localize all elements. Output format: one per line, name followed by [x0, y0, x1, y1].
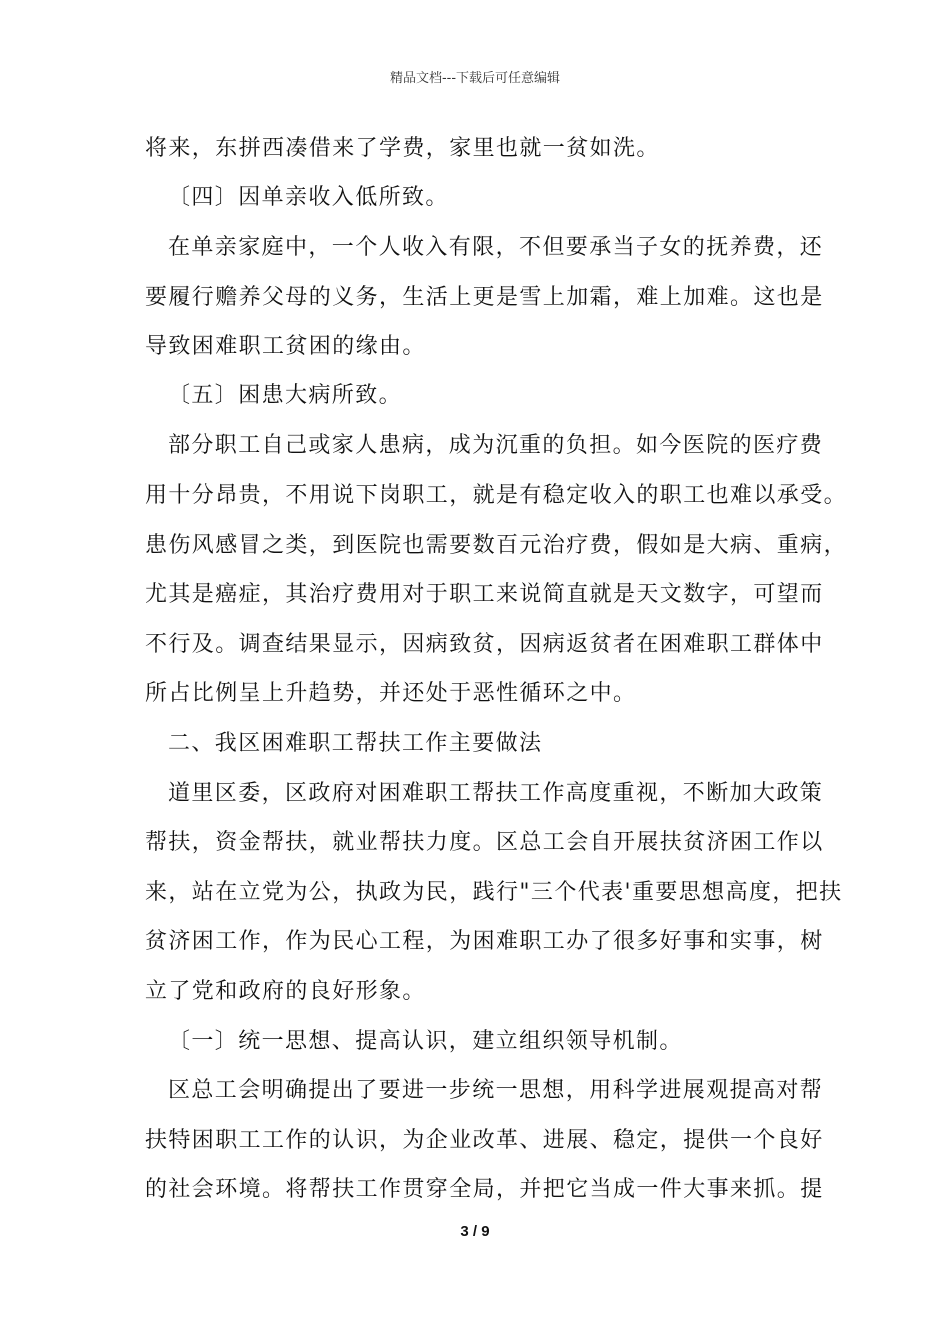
body-line: 用十分昂贵，不用说下岗职工，就是有稳定收入的职工也难以承受。	[145, 483, 848, 508]
body-line: 要履行赡养父母的义务，生活上更是雪上加霜，难上加难。这也是	[145, 285, 824, 310]
body-line: 导致困难职工贫困的缘由。	[145, 334, 426, 359]
section-heading: 〔四〕因单亲收入低所致。	[168, 185, 449, 210]
page-header: 精品文档---下载后可任意编辑	[389, 71, 561, 86]
body-line: 在单亲家庭中，一个人收入有限，不但要承当子女的抚养费，还	[168, 235, 824, 260]
body-line: 道里区委，区政府对困难职工帮扶工作高度重视，不断加大政策	[168, 781, 824, 806]
body-line: 所占比例呈上升趋势，并还处于恶性循环之中。	[145, 681, 637, 706]
body-line: 立了党和政府的良好形象。	[145, 979, 426, 1004]
body-line: 不行及。调查结果显示，因病致贫，因病返贫者在困难职工群体中	[145, 632, 824, 657]
body-line: 的社会环境。将帮扶工作贯穿全局，并把它当成一件大事来抓。提	[145, 1177, 824, 1202]
page-number: 3 / 9	[460, 1223, 490, 1240]
body-line: 贫济困工作，作为民心工程，为困难职工办了很多好事和实事，树	[145, 929, 824, 954]
body-line: 将来，东拼西凑借来了学费，家里也就一贫如洗。	[145, 136, 660, 161]
body-line: 扶特困职工工作的认识，为企业改革、进展、稳定，提供一个良好	[145, 1128, 824, 1153]
body-line: 部分职工自己或家人患病，成为沉重的负担。如今医院的医疗费	[168, 433, 824, 458]
body-line: 尤其是癌症，其治疗费用对于职工来说简直就是天文数字，可望而	[145, 582, 824, 607]
section-heading: 二、我区困难职工帮扶工作主要做法	[168, 731, 543, 756]
body-line: 帮扶，资金帮扶，就业帮扶力度。区总工会自开展扶贫济困工作以	[145, 830, 824, 855]
section-heading: 〔五〕困患大病所致。	[168, 383, 403, 408]
body-line: 患伤风感冒之类，到医院也需要数百元治疗费，假如是大病、重病，	[145, 533, 848, 558]
body-line: 区总工会明确提出了要进一步统一思想，用科学进展观提高对帮	[168, 1078, 824, 1103]
body-line: 来，站在立党为公，执政为民，践行"三个代表'重要思想高度，把扶	[145, 880, 843, 905]
section-heading: 〔一〕统一思想、提高认识，建立组织领导机制。	[168, 1029, 683, 1054]
